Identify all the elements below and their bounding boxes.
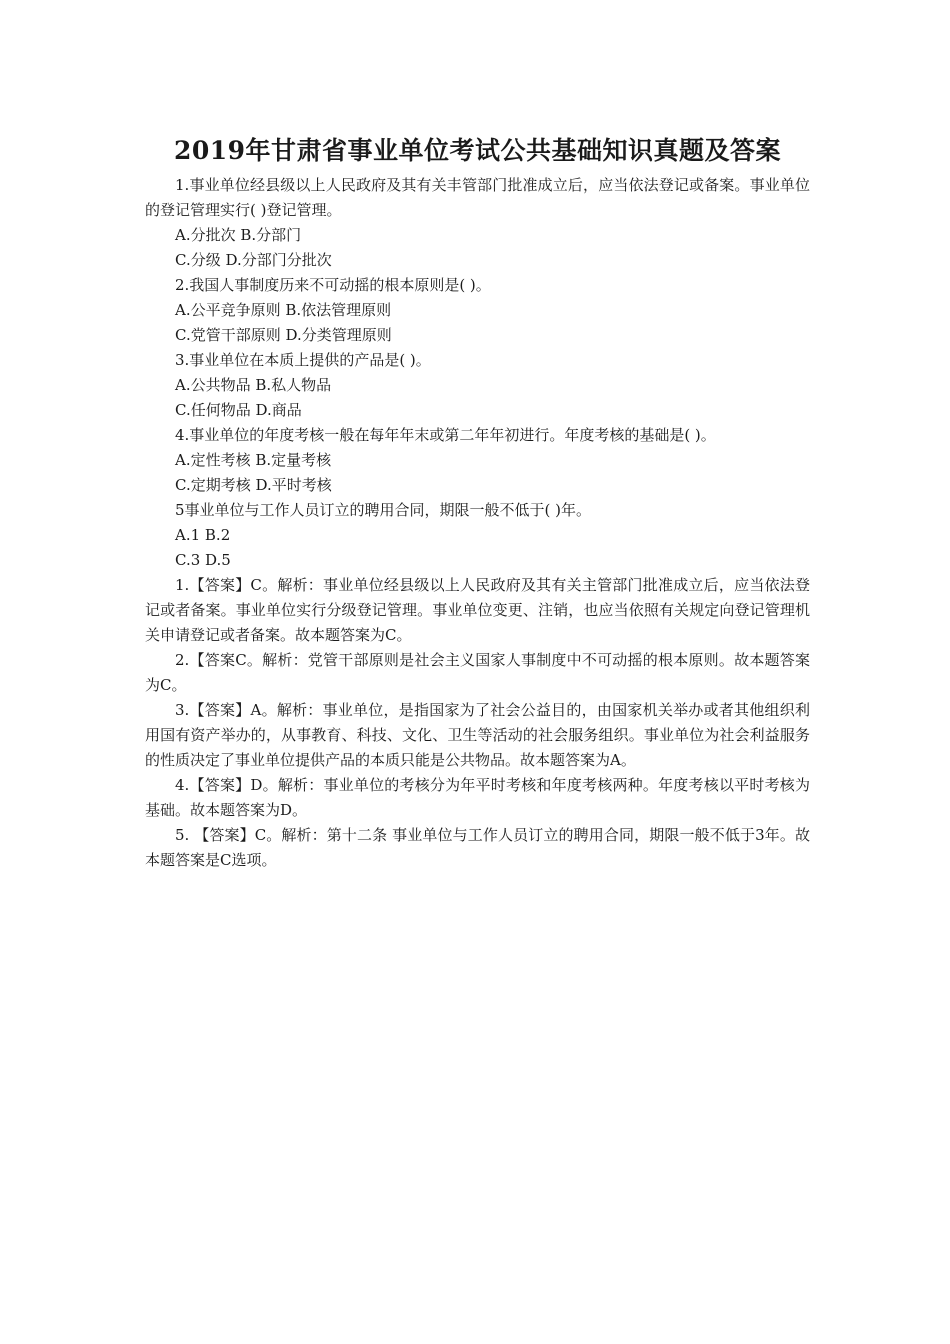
answer-2: 2.【答案C。解析：党管干部原则是社会主义国家人事制度中不可动摇的根本原则。故本题答案为C。 <box>145 651 810 694</box>
question-1: 1.事业单位经县级以上人民政府及其有关丰管部门批准成立后，应当依法登记或备案。事业单位的登记管理实行( )登记管理。 <box>145 176 810 219</box>
question-5: 5事业单位与工作人员订立的聘用合同，期限一般不低于( )年。 <box>175 501 592 519</box>
question-1-options-ab: A.分批次 B.分部门 <box>175 226 302 244</box>
question-2-options-ab: A.公平竞争原则 B.依法管理原则 <box>175 301 392 319</box>
question-4-options-cd: C.定期考核 D.平时考核 <box>175 476 332 494</box>
question-5-options-ab: A.1 B.2 <box>175 526 231 544</box>
question-4-options-ab: A.定性考核 B.定量考核 <box>175 451 332 469</box>
answer-1: 1.【答案】C。解析：事业单位经县级以上人民政府及其有关主管部门批准成立后，应当依法登记或者备案。事业单位实行分级登记管理。事业单位变更、注销，也应当依照有关规定向登记管理机关申请登记或者备案。故本题答案为C。 <box>145 576 810 644</box>
document-title: 2019年甘肃省事业单位考试公共基础知识真题及答案 <box>173 136 782 165</box>
question-1-options-cd: C.分级 D.分部门分批次 <box>175 251 332 269</box>
question-3-options-ab: A.公共物品 B.私人物品 <box>175 376 332 394</box>
answer-3: 3.【答案】A。解析：事业单位，是指国家为了社会公益目的，由国家机关举办或者其他组织利用国有资产举办的，从事教育、科技、文化、卫生等活动的社会服务组织。事业单位为社会利益服务的性质决定了事业单位提供产品的本质只能是公共物品。故本题答案为A。 <box>145 701 810 769</box>
document-content <box>145 133 810 873</box>
question-4: 4.事业单位的年度考核一般在每年年末或第二年年初进行。年度考核的基础是( )。 <box>175 426 716 444</box>
question-2: 2.我国人事制度历来不可动摇的根本原则是( )。 <box>175 276 491 294</box>
question-3-options-cd: C.任何物品 D.商品 <box>175 401 302 419</box>
answer-4: 4.【答案】D。解析：事业单位的考核分为年平时考核和年度考核两种。年度考核以平时考核为基础。故本题答案为D。 <box>145 776 810 819</box>
answer-5: 5. 【答案】C。解析：第十二条 事业单位与工作人员订立的聘用合同，期限一般不低于3年。故本题答案是C选项。 <box>145 826 810 869</box>
question-2-options-cd: C.党管干部原则 D.分类管理原则 <box>175 326 392 344</box>
question-3: 3.事业单位在本质上提供的产品是( )。 <box>175 351 431 369</box>
question-5-options-cd: C.3 D.5 <box>175 551 231 569</box>
